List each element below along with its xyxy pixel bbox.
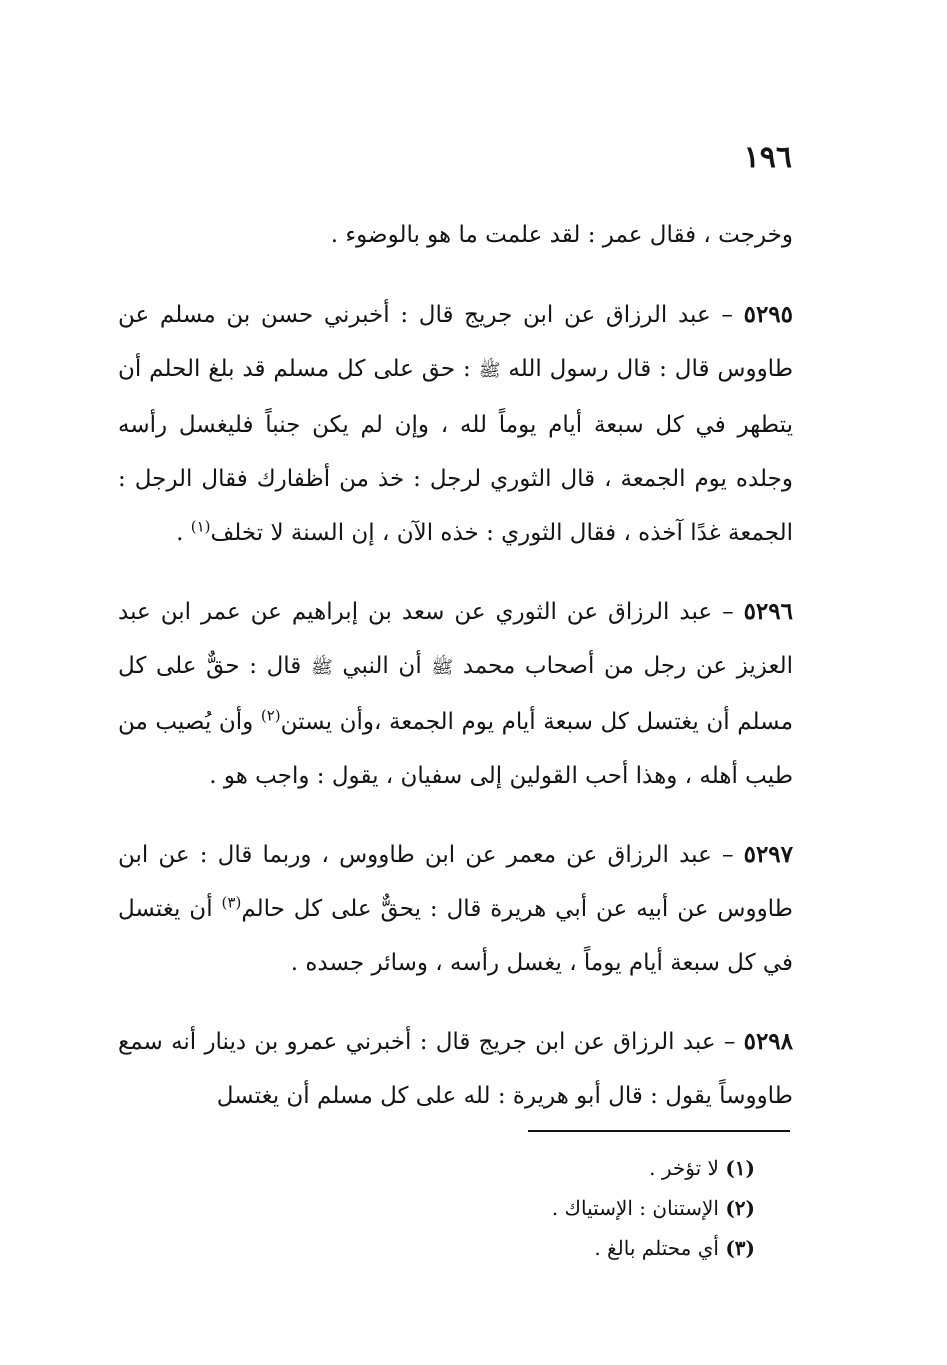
hadith-number: ٥٢٩٨	[743, 1028, 794, 1055]
hadith-text: عبد الرزاق عن ابن جريج قال : أخبرني حسن بن مسلم عن طاووس قال : قال رسول الله	[118, 302, 793, 382]
footnote-separator	[528, 1130, 790, 1132]
body-text	[118, 208, 793, 1148]
hadith-5297	[118, 828, 793, 990]
hadith-number: ٥٢٩٥	[743, 301, 794, 328]
footnote-text: لا تؤخر .	[649, 1156, 719, 1180]
footnote-label: (٢)	[725, 1196, 755, 1220]
hadith-number: ٥٢٩٦	[743, 598, 793, 625]
dash: –	[721, 302, 733, 328]
hadith-text: أن النبي	[342, 653, 422, 679]
hadith-text: عبد الرزاق عن ابن جريج قال : أخبرني عمرو بن دينار أنه سمع طاووساً يقول : قال أبو هريرة : لله على كل مسلم أن يغتسل	[118, 1029, 793, 1109]
hadith-text: عبد الرزاق عن الثوري عن سعد بن إبراهيم عن عمر ابن عبد العزيز عن رجل من أصحاب محمد	[118, 599, 793, 679]
footnote-label: (٣)	[725, 1236, 755, 1260]
hadith-text: أن يغتسل في كل سبعة أيام يوماً ، يغسل رأسه ، وسائر جسده .	[118, 896, 793, 976]
footnote-ref: (١)	[190, 517, 211, 536]
footnote-text: أي محتلم بالغ .	[594, 1236, 719, 1260]
footnote-3	[300, 1228, 755, 1268]
intro-paragraph: وخرجت ، فقال عمر : لقد علمت ما هو بالوضوء .	[330, 222, 793, 248]
footnote-2	[300, 1188, 755, 1228]
dash: –	[722, 599, 734, 625]
footnote-ref: (٣)	[221, 893, 242, 912]
hadith-text: عبد الرزاق عن معمر عن ابن طاووس ، وربما قال : عن ابن طاووس عن أبيه عن أبي هريرة قال : يحقٌّ على كل حالم	[118, 842, 793, 922]
hadith-text-end: .	[176, 520, 184, 546]
hadith-text: قال : حقٌّ على كل مسلم أن يغتسل كل سبعة أيام يوم الجمعة ،وأن يستن	[118, 653, 794, 735]
salla-symbol: ﷺ	[478, 360, 501, 381]
dash: –	[721, 842, 734, 868]
hadith-number: ٥٢٩٧	[743, 841, 794, 868]
footnote-text: الإستنان : الإستياك .	[551, 1196, 719, 1220]
footnote-ref: (٢)	[260, 706, 281, 725]
salla-symbol: ﷺ	[310, 657, 333, 678]
dash: –	[723, 1029, 736, 1055]
hadith-5298	[118, 1015, 793, 1123]
footnote-label: (١)	[725, 1156, 755, 1180]
hadith-5295	[118, 288, 793, 560]
hadith-5296	[118, 585, 793, 803]
hadith-text: : حق على كل مسلم قد بلغ الحلم أن يتطهر في كل سبعة أيام يوماً لله ، وإن لم يكن جنباً فليغسل رأسه وجلده يوم الجمعة ، قال الثوري لرجل : خذ من أظفارك فقال الرجل : الجمعة غدًا آخذه ، فقال الثوري : خذه الآن ، إن السنة لا تخلف	[118, 356, 793, 546]
page-number: ١٩٦	[743, 140, 792, 175]
footnote-1	[300, 1148, 755, 1188]
footnotes	[300, 1148, 755, 1268]
hadith-text: وأن يُصيب من طيب أهله ، وهذا أحب القولين إلى سفيان ، يقول : واجب هو .	[118, 709, 793, 789]
salla-symbol: ﷺ	[431, 657, 454, 678]
